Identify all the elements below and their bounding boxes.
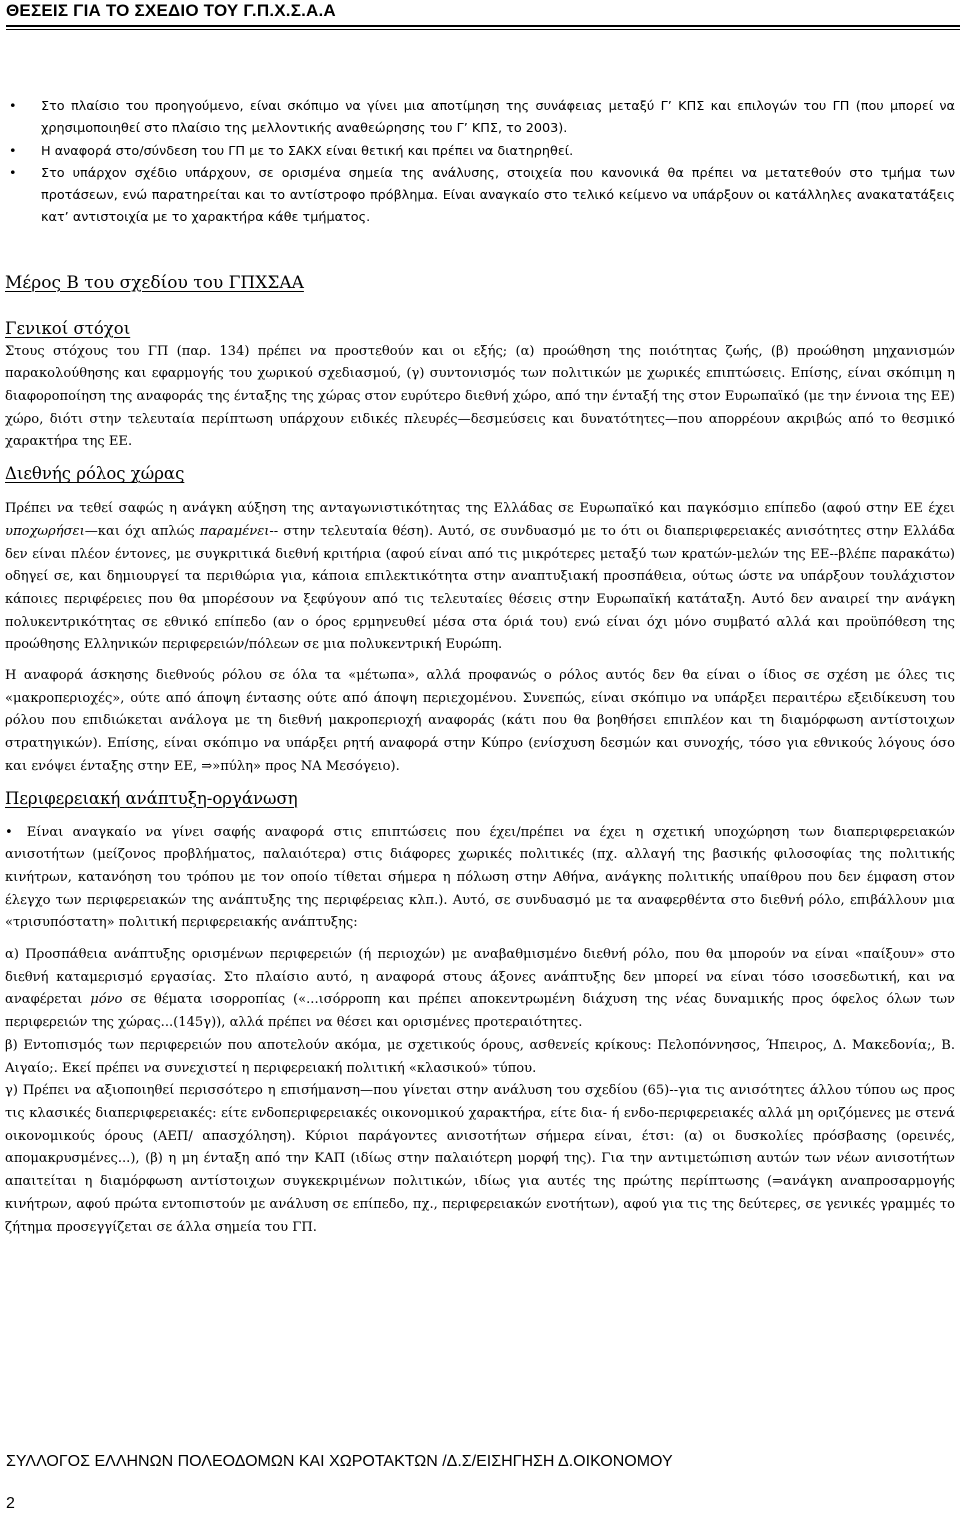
bullet-icon: • xyxy=(9,165,17,181)
list-item xyxy=(5,96,955,141)
document-title: ΘΕΣΕΙΣ ΓΙΑ ΤΟ ΣΧΕΔΙΟ ΤΟΥ Γ.Π.Χ.Σ.Α.Α xyxy=(6,1,336,20)
regional-heading: Περιφερειακή ανάπτυξη-οργάνωση xyxy=(5,788,298,808)
document-body xyxy=(5,96,955,1239)
regional-item-c: γ) Πρέπει να αξιοποιηθεί περισσότερο η επισήμανση—που γίνεται στην ανάλυση του σχεδίου (65)--για τις ανισότητες άλλου τύπου ως προς τις κλασικές διαπεριφερειακές: είτε ενδοπεριφερειακές οικονομικού χαρακτήρα, είτε δια- ή ενδο-περιφερειακές αλλά μη οριζόμενες με στενά οικονομικούς όρους (ΑΕΠ/ απασχόληση). Κύριοι παράγοντες ανισοτήτων σήμερα είναι, έτσι: (α) οι δυσκολίες πρόσβασης (ορεινές, απομακρυσμένες...), (β) η μη ένταξη από την ΚΑΠ (ιδίως στην παλαιότερη μορφή της). Για την αντιμετώπιση αυτών των νέων ανισοτήτων απαιτείται η διαμόρφωση αντίστοιχων συγκεκριμένων πολιτικών, ιδίως για αυτές της πρώτης περίπτωσης (⇒ανάγκη αναπροσαρμογής κινήτρων, αφού πρώτα εντοπιστούν με ανάλυση σε επίπεδο, πχ., περιφερειακών ενοτήτων), αφού για τις της δεύτερες, σε γενικές γραμμές το ζήτημα προσεγγίζεται σε άλλα σημεία του ΓΠ. xyxy=(5,1083,955,1235)
intl-role-paragraph-1 xyxy=(5,498,955,657)
emphasis-text: παραμένει xyxy=(199,523,270,539)
page-number: 2 xyxy=(6,1495,15,1512)
footer-organization: ΣΥΛΛΟΓΟΣ ΕΛΛΗΝΩΝ ΠΟΛΕΟΔΟΜΩΝ ΚΑΙ ΧΩΡΟΤΑΚΤΩΝ /Δ.Σ/ΕΙΣΗΓΗΣΗ Δ.ΟΙΚΟΝΟΜΟΥ xyxy=(6,1453,673,1470)
intro-bullet-list xyxy=(5,96,955,229)
intl-role-heading: Διεθνής ρόλος χώρας xyxy=(5,464,185,484)
regional-paragraph-1 xyxy=(5,822,955,936)
part-b-title: Μέρος Β του σχεδίου του ΓΠΧΣΑΑ xyxy=(5,272,304,293)
text-run: Είναι αναγκαίο να γίνει σαφής αναφορά στις επιπτώσεις που έχει/πρέπει να έχει η σχετική υποχώρηση των διαπεριφερειακών ανισοτήτων (μείζονος προβλήματος, παλαιότερα) στις διάφορες χωρικές πολιτικές (πχ. αλλαγή της βασικής φιλοσοφίας της πολιτικής κινήτρων, κατανόηση του τρόπου με τον οποίο τίθεται σήμερα η πόλωση στην Αθήνα, ανάγκης πολιτικής υπαίθρου που δεν έμφαση στον έλεγχο των περιφερειακών της ανάπτυξης της περιφέρειας κλπ.). Αυτό, σε συνδυασμό με τα αναφερθέντα στο διεθνή ρόλο, επιβάλλουν μια «τρισυπόστατη» πολιτική περιφερειακής ανάπτυξης: xyxy=(5,824,955,931)
bullet-text: Στο πλαίσιο του προηγούμενο, είναι σκόπιμο να γίνει μια αποτίμηση της συνάφειας μεταξύ Γ’ ΚΠΣ και επιλογών του ΓΠ (που μπορεί να χρησιμοποιηθεί στο πλαίσιο της μελλοντικής αναθεώρησης του Γ’ ΚΠΣ, το 2003). xyxy=(41,99,955,137)
intl-role-paragraph-2: Η αναφορά άσκησης διεθνούς ρόλου σε όλα τα «μέτωπα», αλλά προφανώς ο ρόλος αυτός δεν θα είναι ο ίδιος σε σχέση με όλες τις «μακροπεριοχές», ούτε από άποψη έντασης ούτε από άποψη περιεχομένου. Συνεπώς, είναι σκόπιμο να υπάρξει περαιτέρω εξειδίκευση του ρόλου που επιδιώκεται ανάλογα με τη διεθνή μακροπεριοχή αναφοράς (κάτι που θα βοηθήσει επιπλέον και τη διαμόρφωση αντίστοιχων στρατηγικών). Επίσης, είναι σκόπιμο να υπάρξει ρητή αναφορά στην Κύπρο (ενίσχυση δεσμών και συνοχής, τόσο για εθνικούς λόγους όσο και ενόψει ένταξης στην ΕΕ, ⇒»πύλη» προς ΝΑ Μεσόγειο). xyxy=(5,668,955,774)
list-item xyxy=(5,163,955,229)
list-item xyxy=(5,141,955,163)
bullet-icon: • xyxy=(9,99,17,114)
bullet-icon: • xyxy=(5,824,13,840)
general-goals-paragraph: Στους στόχους του ΓΠ (παρ. 134) πρέπει να προστεθούν και οι εξής; (α) προώθηση της ποιότητας ζωής, (β) προώθηση μηχανισμών παρακολούθησης και εφαρμογής του χωρικού σχεδιασμού, (γ) συντονισμός των πολιτικών με χωρικές επιπτώσεις. Επίσης, είναι σκόπιμη η διαφοροποίηση της αναφοράς της ένταξης της χώρας στον ευρύτερο διεθνή χώρο, από την ένταξή της στον Ευρωπαϊκό (με την έννοια της ΕΕ) χώρο, διότι στην τελευταία περίπτωση υπάρχουν ειδικές πλευρές—δεσμεύσεις και δυνατότητες—που απορρέουν ακριβώς από το θεσμικό χαρακτήρα της ΕΕ. xyxy=(5,343,955,450)
text-run: —και όχι απλώς xyxy=(84,523,200,539)
general-goals-heading: Γενικοί στόχοι xyxy=(5,318,131,338)
emphasis-text: μόνο xyxy=(90,992,123,1008)
text-run: α) Προσπάθεια ανάπτυξης ορισμένων περιφερειών (ή περιοχών) με αναβαθμισμένο διεθνή ρόλο, που θα μπορούν να είναι «παίξουν» στο διεθνή καταμερισμό εργασίας. Στο πλαίσιο αυτό, η αναφορά στους άξονες ανάπτυξης δεν μπορεί να είναι τόσο ισοσεδωτική, και να αναφέρεται xyxy=(5,947,955,1008)
text-run: -- στην τελευταία θέση). Αυτό, σε συνδυασμό με το ότι οι διαπεριφερειακές ανισότητες στην Ελλάδα δεν είναι πλέον έντονες, με συγκριτικά διεθνή κριτήρια (αφού είναι από τις μικρότερες μεταξύ των κρατών-μελών της ΕΕ--βλέπε παρακάτω) οδηγεί σε, και δημιουργεί τα περιθώρια για, κάποια επιλεκτικότητα στην αναπτυξιακή προσπάθεια, ούτως ώστε να υπάρξουν τουλάχιστον κάποιες περιφέρειες που θα μπορέσουν να ξεφύγουν από τις τελευταίες θέσεις στην Ευρωπαϊκή κατάταξη. Αυτό δεν αναιρεί την ανάγκη πολυκεντρικότητας σε εθνικό επίπεδο (αν ο όρος ερμηνευθεί μέσα στα όριά του) ενώ είναι όχι μόνο συμβατό αλλά και προϋπόθεση της προώθησης Ελληνικών περιφερειών/πόλεων σε μια πολυκεντρική Ευρώπη. xyxy=(5,523,955,653)
emphasis-text: υποχωρήσει xyxy=(5,523,85,539)
text-run: σε θέματα ισορροπίας («...ισόρροπη και πρέπει αποκεντρωμένη διάχυση της νέας δυναμικής προς όφελος όλων των περιφερειών της χώρας...(145γ)), αλλά πρέπει να θέσει και ορισμένες προτεραιότητες. xyxy=(5,992,955,1031)
page-header xyxy=(6,0,956,32)
regional-item-a xyxy=(5,944,955,1035)
text-run: Πρέπει να τεθεί σαφώς η ανάγκη αύξηση της ανταγωνιστικότητας της Ελλάδας σε Ευρωπαϊκό και παγκόσμιο επίπεδο (αφού στην ΕΕ έχει xyxy=(5,501,955,517)
header-rule xyxy=(6,25,960,30)
bullet-text: Η αναφορά στο/σύνδεση του ΓΠ με το ΣΑΚΧ είναι θετική και πρέπει να διατηρηθεί. xyxy=(41,143,574,159)
regional-item-b: β) Εντοπισμός των περιφερειών που αποτελούν ακόμα, με σχετικούς όρους, ασθενείς κρίκους: Πελοπόννησος, Ήπειρος, Δ. Μακεδονία;, Β. Αιγαίο;. Εκεί πρέπει να συνεχιστεί η περιφερειακή πολιτική «κλασικού» τύπου. xyxy=(5,1037,955,1076)
bullet-text: Στο υπάρχον σχέδιο υπάρχουν, σε ορισμένα σημεία της ανάλυσης, στοιχεία που κανονικά θα πρέπει να μετατεθούν στο τμήμα των προτάσεων, ενώ παρατηρείται και το αντίστροφο πρόβλημα. Είναι αναγκαίο στο τελικό κείμενο να υπάρξουν οι κατάλληλες ανακατατάξεις κατ’ αντιστοιχία με το χαρακτήρα κάθε τμήματος. xyxy=(41,165,955,225)
bullet-icon: • xyxy=(9,143,17,159)
